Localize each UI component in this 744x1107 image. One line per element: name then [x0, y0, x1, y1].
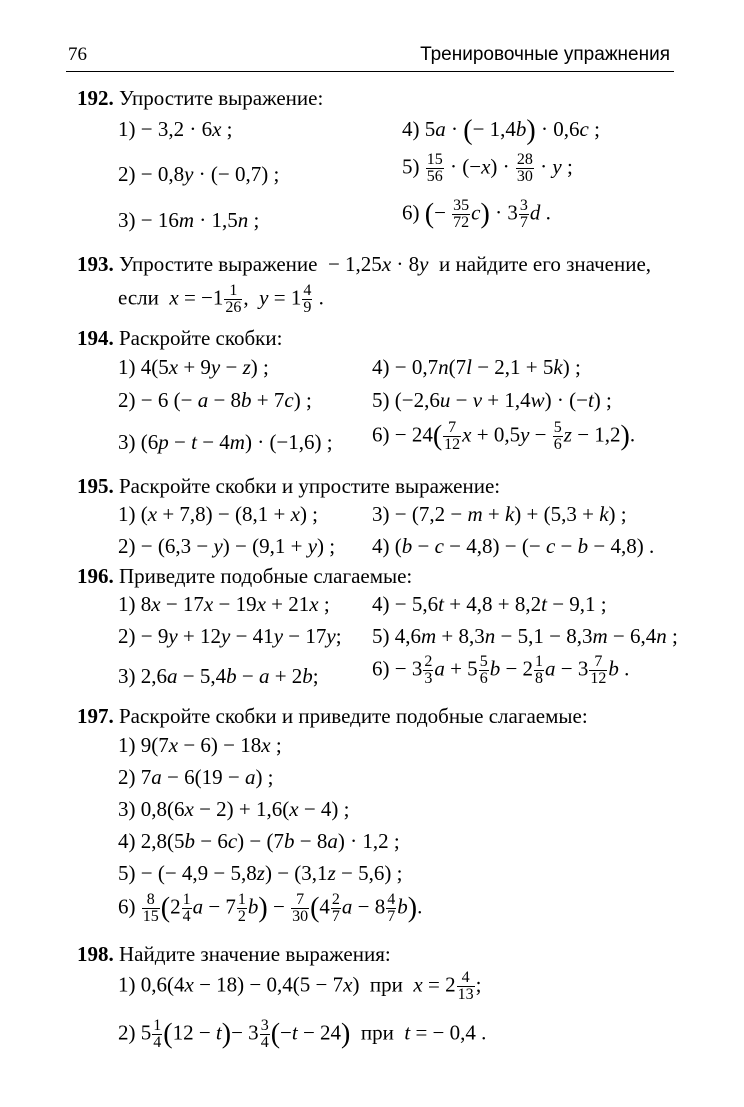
- problem-194-item-5: 5) (−2,6u − v + 1,4w) · (−t) ;: [372, 388, 612, 412]
- problem-194-item-1: 1) 4(5x + 9y − z) ;: [118, 355, 269, 379]
- problem-194-item-4: 4) − 0,7n(7l − 2,1 + 5k) ;: [372, 355, 581, 379]
- problem-195-item-4: 4) (b − c − 4,8) − (− c − b − 4,8) .: [372, 534, 655, 558]
- problem-198-item-2: 2) 5 $\frac{1}{4}$ (12 − t)− 3 $\frac{3}{4}$ (−t − 24) при t = − 0,4 .: [118, 1017, 487, 1051]
- problem-196-item-2: 2) − 9y + 12y − 41y − 17y;: [118, 624, 342, 648]
- problem-194-title: Раскройте скобки:: [119, 326, 283, 350]
- problem-197-item-6: 6) $\frac{8}{15}$ (2 $\frac{1}{4}$ a − 7 $\frac{1}{2}$ b) − $\frac{7}{30}$ (4 $\frac{2}{7}$ a − 8 $\frac{4}{7}$ b).: [118, 891, 423, 925]
- problem-number: 193.: [77, 252, 114, 276]
- problem-192-item-3: 3) − 16m · 1,5n ;: [118, 208, 260, 232]
- problem-192-title: Упростите выражение:: [119, 86, 324, 110]
- problem-number: 196.: [77, 564, 114, 588]
- problem-197-heading: [77, 704, 588, 729]
- problem-195-item-3: 3) − (7,2 − m + k) + (5,3 + k) ;: [372, 502, 627, 526]
- problem-196-item-4: 4) − 5,6t + 4,8 + 8,2t − 9,1 ;: [372, 592, 607, 616]
- problem-number: 198.: [77, 942, 114, 966]
- problem-198-heading: [77, 942, 391, 967]
- problem-193-condition: если x = −1 $\frac{1}{26}$ , y = 1 $\frac{4}{9}$ .: [118, 282, 324, 316]
- problem-193-heading: 193. Упростите выражение − 1,25x · 8y и найдите его значение,: [77, 252, 652, 276]
- problem-number: 197.: [77, 704, 114, 728]
- problem-197-item-4: 4) 2,8(5b − 6c) − (7b − 8a) · 1,2 ;: [118, 829, 400, 853]
- problem-196-item-5: 5) 4,6m + 8,3n − 5,1 − 8,3m − 6,4n ;: [372, 624, 678, 648]
- problem-197-item-1: 1) 9(7x − 6) − 18x ;: [118, 733, 282, 757]
- running-header: Тренировочные упражнения: [420, 44, 670, 65]
- page-number: 76: [68, 44, 87, 65]
- problem-195-item-1: 1) (x + 7,8) − (8,1 + x) ;: [118, 502, 319, 526]
- problem-196-heading: [77, 564, 412, 589]
- problem-192-item-6: 6) (− $\frac{35}{72}$ c) · 3 $\frac{3}{7}$ d .: [402, 197, 551, 231]
- problem-197-item-5: 5) − (− 4,9 − 5,8z) − (3,1z − 5,6) ;: [118, 861, 403, 885]
- problem-192-item-1: 1) − 3,2 · 6x ;: [118, 117, 233, 141]
- problem-192-item-5: 5) $\frac{15}{56}$ · (−x) · $\frac{28}{30}$ · y ;: [402, 151, 573, 185]
- problem-192-item-2: 2) − 0,8y · (− 0,7) ;: [118, 162, 280, 186]
- problem-196-item-3: 3) 2,6a − 5,4b − a + 2b;: [118, 664, 319, 688]
- problem-197-item-2: 2) 7a − 6(19 − a) ;: [118, 765, 274, 789]
- problem-197-item-3: 3) 0,8(6x − 2) + 1,6(x − 4) ;: [118, 797, 350, 821]
- problem-194-item-6: 6) − 24( $\frac{7}{12}$ x + 0,5y − $\frac{5}{6}$ z − 1,2).: [372, 419, 636, 453]
- problem-196-item-1: 1) 8x − 17x − 19x + 21x ;: [118, 592, 330, 616]
- problem-194-item-3: 3) (6p − t − 4m) · (−1,6) ;: [118, 430, 333, 454]
- problem-198-item-1: 1) 0,6(4x − 18) − 0,4(5 − 7x) при x = 2 $\frac{4}{13}$ ;: [118, 969, 482, 1003]
- problem-195-heading: [77, 474, 500, 499]
- problem-196-item-6: 6) − 3 $\frac{2}{3}$ a + 5 $\frac{5}{6}$ b − 2 $\frac{1}{8}$ a − 3 $\frac{7}{12}$ b .: [372, 653, 630, 687]
- header-rule: [66, 71, 674, 72]
- problem-192-heading: [77, 86, 323, 111]
- problem-192-item-4: 4) 5a · (− 1,4b) · 0,6c ;: [402, 115, 600, 146]
- problem-194-heading: [77, 326, 282, 351]
- problem-198-title: Найдите значение выражения:: [119, 942, 391, 966]
- problem-number: 195.: [77, 474, 114, 498]
- problem-195-item-2: 2) − (6,3 − y) − (9,1 + y) ;: [118, 534, 336, 558]
- problem-number: 194.: [77, 326, 114, 350]
- problem-195-title: Раскройте скобки и упростите выражение:: [119, 474, 501, 498]
- problem-196-title: Приведите подобные слагаемые:: [119, 564, 413, 588]
- problem-194-item-2: 2) − 6 (− a − 8b + 7c) ;: [118, 388, 312, 412]
- problem-197-title: Раскройте скобки и приведите подобные слагаемые:: [119, 704, 588, 728]
- problem-number: 192.: [77, 86, 114, 110]
